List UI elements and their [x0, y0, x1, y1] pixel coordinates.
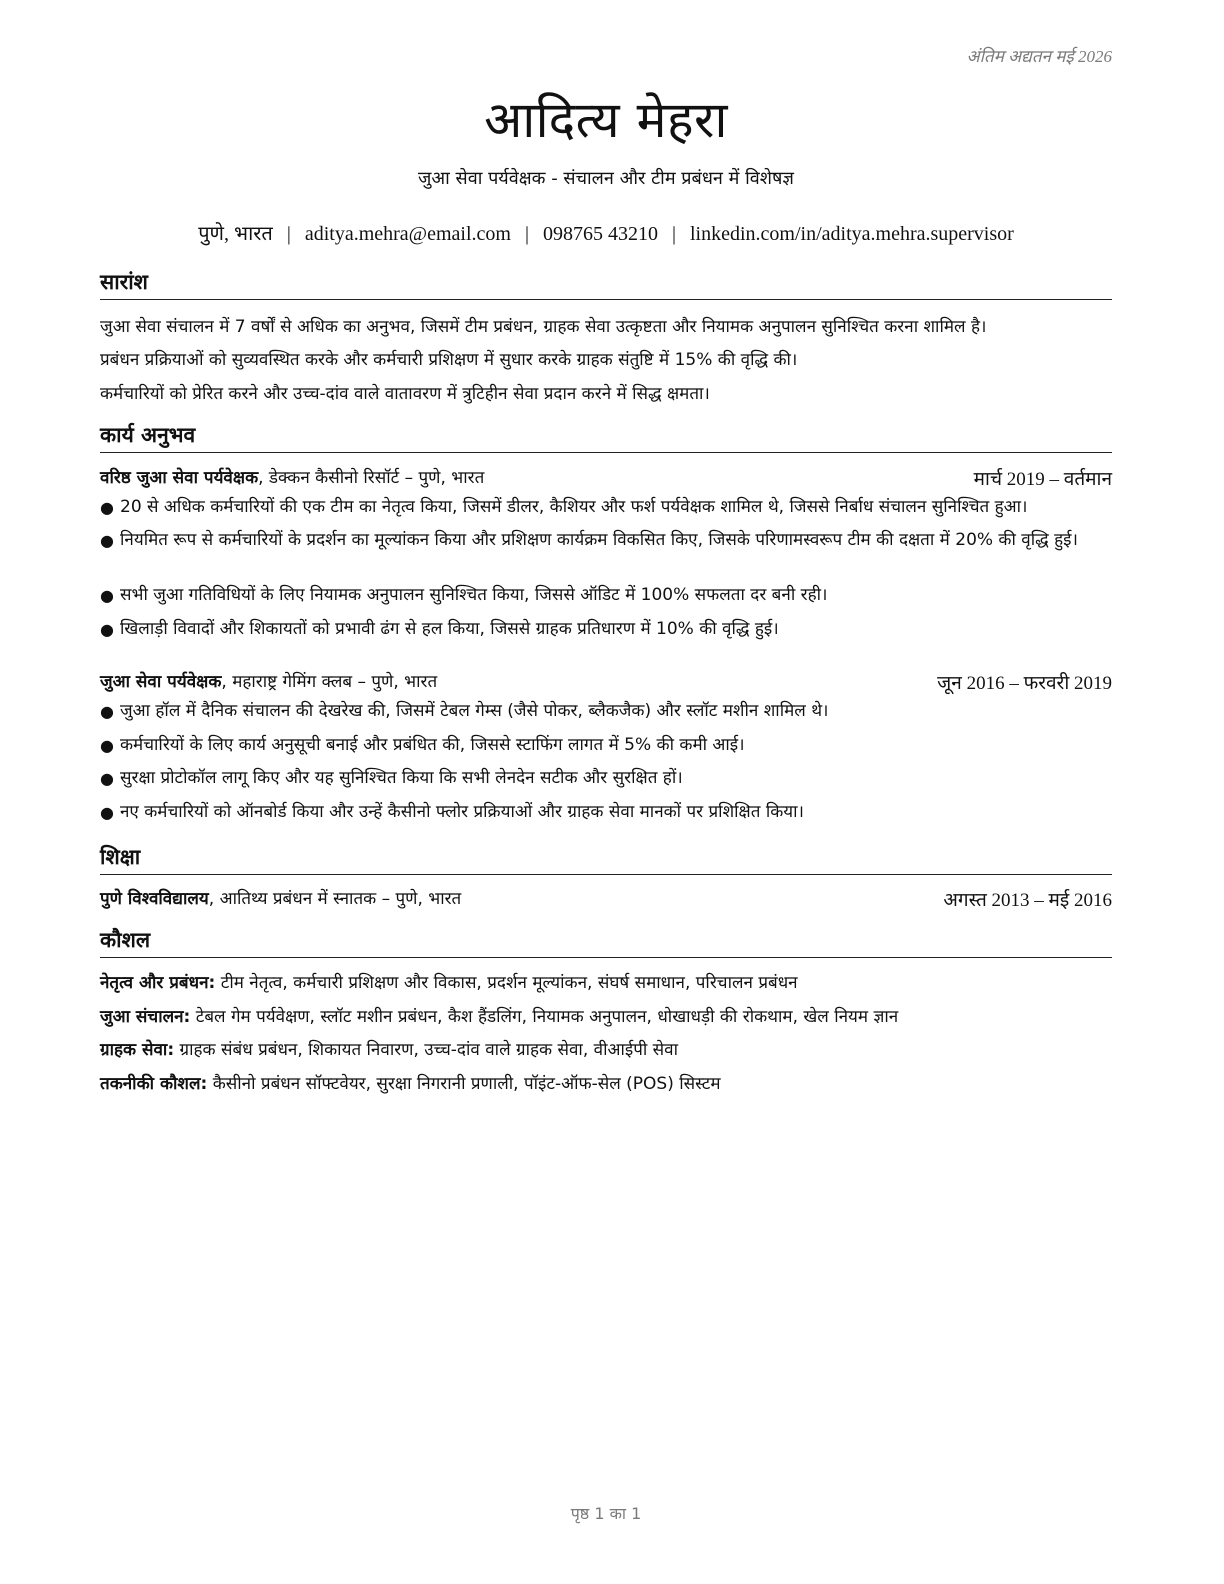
job-title-line [100, 669, 437, 695]
list-item: ● सभी जुआ गतिविधियों के लिए नियामक अनुपालन सुनिश्चित किया, जिससे ऑडिट में 100% सफलता दर बनी रही। [100, 582, 1112, 609]
skill-label: ग्राहक सेवा: [100, 1040, 175, 1060]
bullet-icon: ● [100, 736, 114, 755]
list-item: ● 20 से अधिक कर्मचारियों की एक टीम का नेतृत्व किया, जिसमें डीलर, कैशियर और फर्श पर्यवेक्षक शामिल थे, जिससे निर्बाध संचालन सुनिश्चित हुआ। [100, 494, 1112, 521]
skill-value: टीम नेतृत्व, कर्मचारी प्रशिक्षण और विकास, प्रदर्शन मूल्यांकन, संघर्ष समाधान, परिचालन प्रबंधन [215, 973, 798, 993]
skill-value: टेबल गेम पर्यवेक्षण, स्लॉट मशीन प्रबंधन, कैश हैंडलिंग, नियामक अनुपालन, धोखाधड़ी की रोकथाम, खेल नियम ज्ञान [190, 1007, 899, 1027]
education-entry [100, 886, 1112, 912]
skill-label: जुआ संचालन: [100, 1007, 191, 1027]
contact-separator: | [524, 223, 529, 245]
contact-separator: | [286, 223, 291, 245]
skill-value: ग्राहक संबंध प्रबंधन, शिकायत निवारण, उच्च-दांव वाले ग्राहक सेवा, वीआईपी सेवा [174, 1040, 679, 1060]
job-org: , डेक्कन कैसीनो रिसॉर्ट – पुणे, भारत [258, 468, 485, 488]
skills-heading: कौशल [100, 926, 1112, 958]
contact-email[interactable]: aditya.mehra@email.com [304, 223, 511, 245]
education-heading: शिक्षा [100, 843, 1112, 875]
job-dates: मार्च 2019 – वर्तमान [973, 469, 1112, 490]
bullet-icon: ● [100, 498, 114, 517]
job-title: जुआ सेवा पर्यवेक्षक [100, 672, 222, 692]
summary-line: प्रबंधन प्रक्रियाओं को सुव्यवस्थित करके और कर्मचारी प्रशिक्षण में सुधार करके ग्राहक संतुष्टि में 15% की वृद्धि की। [100, 350, 798, 370]
job-dates: जून 2016 – फरवरी 2019 [937, 673, 1112, 694]
skill-value: कैसीनो प्रबंधन सॉफ्टवेयर, सुरक्षा निगरानी प्रणाली, पॉइंट-ऑफ-सेल (POS) सिस्टम [207, 1074, 721, 1094]
bullet-icon: ● [100, 620, 114, 639]
candidate-name: आदित्य मेहरा [484, 91, 728, 149]
list-item: ● नए कर्मचारियों को ऑनबोर्ड किया और उन्हें कैसीनो फ्लोर प्रक्रियाओं और ग्राहक सेवा मानकों पर प्रशिक्षित किया। [100, 799, 1112, 826]
skill-label: तकनीकी कौशल: [100, 1074, 208, 1094]
contact-phone[interactable]: 098765 43210 [542, 223, 658, 245]
skill-row [100, 1037, 1112, 1060]
bullet-icon: ● [100, 531, 114, 550]
tagline: जुआ सेवा पर्यवेक्षक - संचालन और टीम प्रबंधन में विशेषज्ञ [418, 168, 794, 189]
job-org: , महाराष्ट्र गेमिंग क्लब – पुणे, भारत [221, 672, 438, 692]
experience-heading: कार्य अनुभव [100, 421, 1112, 453]
page-number: पृष्ठ 1 का 1 [570, 1504, 642, 1523]
job-title: वरिष्ठ जुआ सेवा पर्यवेक्षक [100, 468, 259, 488]
skill-row [100, 970, 1112, 993]
contact-location: पुणे, भारत [198, 223, 273, 245]
summary-heading: सारांश [100, 268, 1112, 300]
contact-separator: | [671, 223, 676, 245]
summary-line: जुआ सेवा संचालन में 7 वर्षों से अधिक का अनुभव, जिसमें टीम प्रबंधन, ग्राहक सेवा उत्कृष्टता और नियामक अनुपालन सुनिश्चित करना शामिल है। [100, 317, 987, 337]
skill-row [100, 1004, 1112, 1027]
education-dates: अगस्त 2013 – मई 2016 [943, 890, 1112, 911]
contact-linkedin[interactable]: linkedin.com/in/aditya.mehra.supervisor [690, 223, 1014, 245]
list-item: ● खिलाड़ी विवादों और शिकायतों को प्रभावी ढंग से हल किया, जिससे ग्राहक प्रतिधारण में 10% की वृद्धि हुई। [100, 616, 1112, 643]
education-line [100, 886, 461, 912]
contact-line [100, 219, 1112, 246]
job-header [100, 465, 1112, 491]
job-title-line [100, 465, 484, 491]
resume-page [100, 0, 1112, 1584]
list-item: ● कर्मचारियों के लिए कार्य अनुसूची बनाई और प्रबंधित की, जिससे स्टाफिंग लागत में 5% की कमी आई। [100, 732, 1112, 759]
bullet-icon: ● [100, 586, 114, 605]
school-name: पुणे विश्वविद्यालय [100, 889, 209, 909]
bullet-icon: ● [100, 702, 114, 721]
list-item: ● सुरक्षा प्रोटोकॉल लागू किए और यह सुनिश्चित किया कि सभी लेनदेन सटीक और सुरक्षित हों। [100, 765, 1112, 792]
job-header [100, 669, 1112, 695]
skill-row [100, 1071, 1112, 1094]
summary-line: कर्मचारियों को प्रेरित करने और उच्च-दांव वाले वातावरण में त्रुटिहीन सेवा प्रदान करने में सिद्ध क्षमता। [100, 384, 710, 404]
degree: , आतिथ्य प्रबंधन में स्नातक – पुणे, भारत [208, 889, 462, 909]
list-item: ● जुआ हॉल में दैनिक संचालन की देखरेख की, जिसमें टेबल गेम्स (जैसे पोकर, ब्लैकजैक) और स्लॉट मशीन शामिल थे। [100, 698, 1112, 725]
bullet-icon: ● [100, 769, 114, 788]
list-item: ● नियमित रूप से कर्मचारियों के प्रदर्शन का मूल्यांकन किया और प्रशिक्षण कार्यक्रम विकसित किए, जिसके परिणामस्वरूप टीम की दक्षता में 20% की वृद्धि हुई। [100, 527, 1112, 554]
bullet-icon: ● [100, 803, 114, 822]
last-updated-note: अंतिम अद्यतन मई 2026 [966, 47, 1112, 66]
skill-label: नेतृत्व और प्रबंधन: [100, 973, 216, 993]
